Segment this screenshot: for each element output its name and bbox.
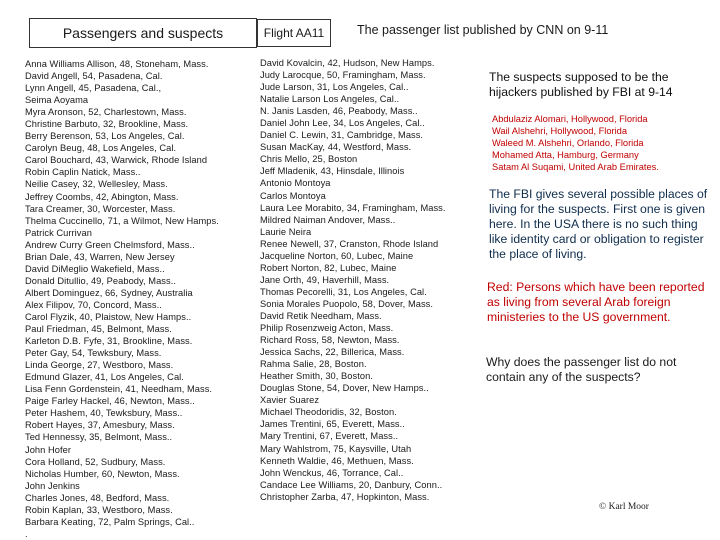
- passenger-entry: Thomas Pecorelli, 31, Los Angeles, Cal.: [260, 286, 427, 297]
- passenger-entry: Sonia Morales Puopolo, 58, Dover, Mass.: [260, 298, 433, 309]
- passenger-entry: Rahma Salie, 28, Boston.: [260, 359, 367, 370]
- passenger-entry: Donald Ditullio, 49, Peabody, Mass..: [25, 275, 176, 286]
- passenger-entry: Jacqueline Norton, 60, Lubec, Maine: [260, 250, 414, 261]
- flight-label: Flight AA11: [263, 26, 325, 40]
- passenger-entry: Renee Newell, 37, Cranston, Rhode Island: [260, 238, 439, 249]
- passenger-entry: Xavier Suarez: [260, 395, 320, 406]
- passenger-list-column-1: [25, 58, 219, 540]
- passenger-entry: Jude Larson, 31, Los Angeles, Cal..: [260, 82, 409, 93]
- passenger-entry: Judy Larocque, 50, Framingham, Mass.: [260, 70, 426, 81]
- passenger-entry: Myra Aronson, 52, Charlestown, Mass.: [25, 107, 187, 118]
- cnn-note: The passenger list published by CNN on 9-11: [357, 23, 609, 37]
- passenger-entry: Candace Lee Williams, 20, Danbury, Conn..: [260, 479, 443, 490]
- suspect-entry: Wail Alshehri, Hollywood, Florida: [492, 126, 628, 136]
- suspect-entry: Abdulaziz Alomari, Hollywood, Florida: [492, 114, 648, 124]
- suspect-entry: Mohamed Atta, Hamburg, Germany: [492, 150, 639, 160]
- suspect-list: [492, 113, 659, 173]
- passenger-entry: Peter Gay, 54, Tewksbury, Mass.: [25, 348, 162, 359]
- passenger-entry: Mary Trentini, 67, Everett, Mass..: [260, 431, 399, 442]
- passenger-entry: Kenneth Waldie, 46, Methuen, Mass.: [260, 455, 414, 466]
- passenger-entry: Paul Friedman, 45, Belmont, Mass.: [25, 324, 172, 335]
- passenger-entry: David Kovalcin, 42, Hudson, New Hamps.: [260, 58, 435, 68]
- passenger-entry: Ted Hennessy, 35, Belmont, Mass..: [25, 432, 173, 443]
- passenger-entry: Berry Berenson, 53, Los Angeles, Cal.: [25, 131, 185, 142]
- passenger-entry: Alex Filipov, 70, Concord, Mass..: [25, 299, 162, 310]
- passenger-entry: Karleton D.B. Fyfe, 31, Brookline, Mass.: [25, 336, 193, 347]
- passenger-entry: .: [25, 528, 28, 539]
- passenger-entry: Jeffrey Coombs, 42, Abington, Mass.: [25, 191, 179, 202]
- passenger-entry: Antonio Montoya: [260, 178, 331, 189]
- passenger-entry: Patrick Currivan: [25, 227, 92, 238]
- passenger-entry: Christine Barbuto, 32, Brookline, Mass.: [25, 119, 189, 130]
- question-note: Why does the passenger list do not contain any of the suspects?: [486, 355, 677, 384]
- passenger-entry: Paige Farley Hackel, 46, Newton, Mass..: [25, 396, 195, 407]
- passenger-entry: Natalie Larson Los Angeles, Cal..: [260, 94, 400, 105]
- passenger-entry: Anna Williams Allison, 48, Stoneham, Mass.: [25, 59, 209, 69]
- title-box: [29, 18, 257, 48]
- passenger-entry: Tara Creamer, 30, Worcester, Mass.: [25, 203, 176, 214]
- passenger-entry: Philip Rosenzweig Acton, Mass.: [260, 323, 394, 334]
- passenger-entry: Neilie Casey, 32, Wellesley, Mass.: [25, 179, 168, 190]
- passenger-entry: Carlos Montoya: [260, 190, 326, 201]
- passenger-entry: James Trentini, 65, Everett, Mass..: [260, 419, 405, 430]
- passenger-entry: Brian Dale, 43, Warren, New Jersey: [25, 251, 175, 262]
- passenger-entry: Lynn Angell, 45, Pasadena, Cal.,: [25, 83, 162, 94]
- passenger-entry: David Retik Needham, Mass.: [260, 310, 382, 321]
- passenger-entry: Chris Mello, 25, Boston: [260, 154, 358, 165]
- passenger-entry: Michael Theodoridis, 32, Boston.: [260, 407, 397, 418]
- passenger-entry: Albert Dominguez, 66, Sydney, Australia: [25, 287, 193, 298]
- page-title: Passengers and suspects: [62, 25, 224, 41]
- passenger-entry: Laurie Neira: [260, 226, 312, 237]
- suspect-entry: Satam Al Suqami, United Arab Emirates.: [492, 162, 659, 172]
- passenger-entry: Lisa Fenn Gordenstein, 41, Needham, Mass.: [25, 384, 213, 395]
- passenger-entry: Mary Wahlstrom, 75, Kaysville, Utah: [260, 443, 412, 454]
- suspect-entry: Waleed M. Alshehri, Orlando, Florida: [492, 138, 644, 148]
- passenger-entry: Jessica Sachs, 22, Billerica, Mass.: [260, 347, 405, 358]
- passenger-entry: Barbara Keating, 72, Palm Springs, Cal..: [25, 516, 195, 527]
- red-note: Red: Persons which have been reported as living from several Arab foreign ministeries to the US government.: [487, 280, 705, 324]
- passenger-entry: Robin Kaplan, 33, Westboro, Mass.: [25, 504, 173, 515]
- passenger-entry: Carol Flyzik, 40, Plaistow, New Hamps..: [25, 311, 192, 322]
- passenger-entry: Susan MacKay, 44, Westford, Mass.: [260, 142, 412, 153]
- passenger-entry: Charles Jones, 48, Bedford, Mass.: [25, 492, 170, 503]
- passenger-entry: Daniel C. Lewin, 31, Cambridge, Mass.: [260, 130, 424, 141]
- passenger-entry: Laura Lee Morabito, 34, Framingham, Mass.: [260, 202, 446, 213]
- passenger-entry: Linda George, 27, Westboro, Mass.: [25, 360, 174, 371]
- passenger-entry: N. Janis Lasden, 46, Peabody, Mass..: [260, 106, 418, 117]
- passenger-entry: Andrew Curry Green Chelmsford, Mass..: [25, 239, 195, 250]
- passenger-entry: Jane Orth, 49, Haverhill, Mass.: [260, 274, 390, 285]
- passenger-entry: Thelma Cuccinello, 71, a Wilmot, New Hamps.: [25, 215, 219, 226]
- passenger-entry: Christopher Zarba, 47, Hopkinton, Mass.: [260, 491, 430, 502]
- credit: © Karl Moor: [599, 502, 649, 512]
- flight-box: [257, 19, 331, 47]
- passenger-entry: Carolyn Beug, 48, Los Angeles, Cal.: [25, 143, 177, 154]
- passenger-entry: Daniel John Lee, 34, Los Angeles, Cal..: [260, 118, 425, 129]
- passenger-entry: John Hofer: [25, 444, 71, 455]
- passenger-entry: Robin Caplin Natick, Mass..: [25, 167, 141, 178]
- passenger-entry: Mildred Naiman Andover, Mass..: [260, 214, 396, 225]
- passenger-entry: Richard Ross, 58, Newton, Mass.: [260, 335, 400, 346]
- passenger-entry: Peter Hashem, 40, Tewksbury, Mass..: [25, 408, 183, 419]
- fbi-heading: The suspects supposed to be the hijackers published by FBI at 9-14: [489, 70, 673, 99]
- passenger-entry: Jeff Mladenik, 43, Hinsdale, Illinois: [260, 166, 405, 177]
- passenger-entry: Nicholas Humber, 60, Newton, Mass.: [25, 468, 180, 479]
- passenger-entry: Cora Holland, 52, Sudbury, Mass.: [25, 456, 166, 467]
- passenger-entry: David DiMeglio Wakefield, Mass..: [25, 263, 165, 274]
- passenger-entry: John Jenkins: [25, 480, 80, 491]
- passenger-entry: Douglas Stone, 54, Dover, New Hamps..: [260, 383, 429, 394]
- passenger-entry: Carol Bouchard, 43, Warwick, Rhode Island: [25, 155, 208, 166]
- passenger-entry: Robert Norton, 82, Lubec, Maine: [260, 262, 397, 273]
- passenger-entry: Edmund Glazer, 41, Los Angeles, Cal.: [25, 372, 184, 383]
- passenger-entry: John Wenckus, 46, Torrance, Cal..: [260, 467, 404, 478]
- passenger-entry: David Angell, 54, Pasadena, Cal.: [25, 71, 163, 82]
- passenger-entry: Heather Smith, 30, Boston.: [260, 371, 373, 382]
- passenger-entry: Robert Hayes, 37, Amesbury, Mass.: [25, 420, 175, 431]
- fbi-places-note: The FBI gives several possible places of living for the suspects. First one is given here. In the USA there is no such thing like identity card or obligation to register the place of living.: [489, 187, 708, 261]
- passenger-list-column-2: [260, 57, 446, 503]
- passenger-entry: Seima Aoyama: [25, 95, 89, 106]
